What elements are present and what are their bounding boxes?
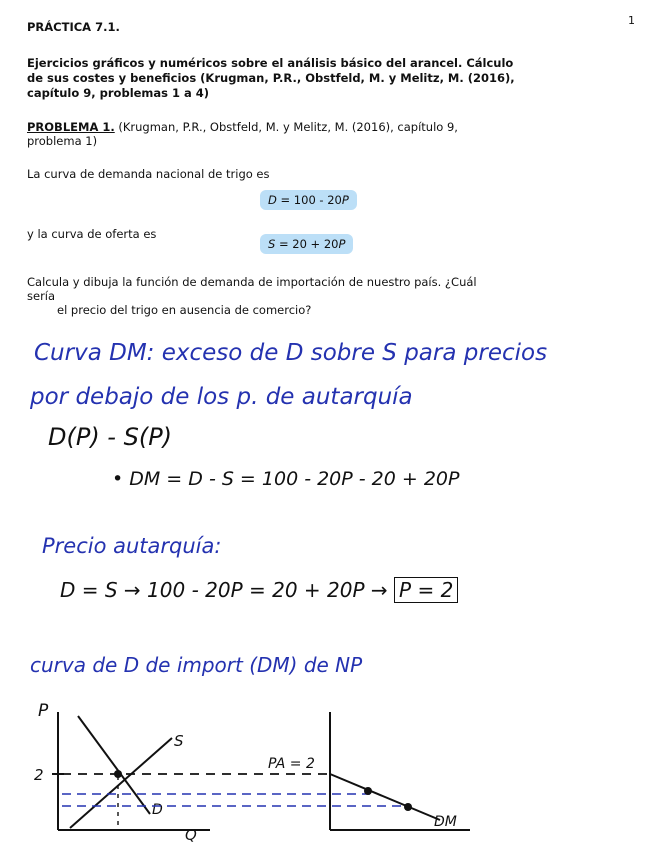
handwritten-line-6 — [60, 578, 458, 602]
autarky-price-box: P = 2 — [394, 577, 458, 603]
handwritten-line-3: D(P) - S(P) — [48, 423, 173, 451]
autarky-price-label: PA = 2 — [268, 756, 315, 772]
price-tick-label: 2 — [34, 766, 44, 784]
y-axis-label: P — [38, 701, 49, 721]
import-demand-point-1 — [364, 787, 372, 795]
demand-intro: La curva de demanda nacional de trigo es — [27, 167, 270, 181]
problem-heading — [27, 120, 497, 148]
demand-eq-var: P — [341, 193, 349, 207]
autarky-equation: D = S → 100 - 20P = 20 + 20P → — [60, 578, 388, 602]
import-demand-label: DM — [434, 814, 457, 830]
demand-label: D — [152, 802, 163, 818]
exercise-title: Ejercicios gráficos y numéricos sobre el análisis básico del arancel. Cálculo de sus costes y beneficios (Krugman, P.R., Obstfeld, M. y Melitz, M. (2016), capítulo 9, problemas 1 a 4) — [27, 56, 515, 100]
import-demand-point-2 — [404, 803, 412, 811]
import-demand-curve — [330, 774, 440, 820]
supply-eq-var: P — [338, 237, 346, 251]
demand-eq-lhs: D — [268, 193, 277, 207]
handwritten-line-2: por debajo de los p. de autarquía — [30, 384, 413, 410]
import-demand-graph — [0, 690, 655, 848]
page-number: 1 — [628, 14, 635, 27]
supply-intro: y la curva de oferta es — [27, 227, 157, 241]
problem-label: PROBLEMA 1. — [27, 120, 115, 134]
demand-equation — [260, 190, 357, 210]
handwritten-line-7: curva de D de import (DM) de NP — [30, 653, 363, 677]
question-line-1: Calcula y dibuja la función de demanda de importación de nuestro país. ¿Cuál sería — [27, 275, 477, 303]
handwritten-line-5: Precio autarquía: — [42, 534, 222, 558]
problem-reference: (Krugman, P.R., Obstfeld, M. y Melitz, M. (2016), capítulo 9, problema 1) — [27, 120, 458, 148]
page-heading: PRÁCTICA 7.1. — [27, 20, 120, 34]
demand-curve — [78, 716, 150, 814]
question — [27, 275, 497, 317]
supply-label: S — [174, 732, 184, 750]
x-axis-label: Q — [185, 826, 197, 844]
supply-equation — [260, 234, 353, 254]
question-line-2: el precio del trigo en ausencia de comercio? — [57, 303, 312, 317]
handwritten-line-1: Curva DM: exceso de D sobre S para precios — [34, 340, 548, 366]
handwritten-line-4: • DM = D - S = 100 - 20P - 20 + 20P — [112, 468, 460, 490]
supply-eq-rhs: = 20 + 20 — [275, 237, 339, 251]
supply-eq-lhs: S — [268, 237, 276, 251]
demand-eq-rhs: = 100 - 20 — [276, 193, 342, 207]
